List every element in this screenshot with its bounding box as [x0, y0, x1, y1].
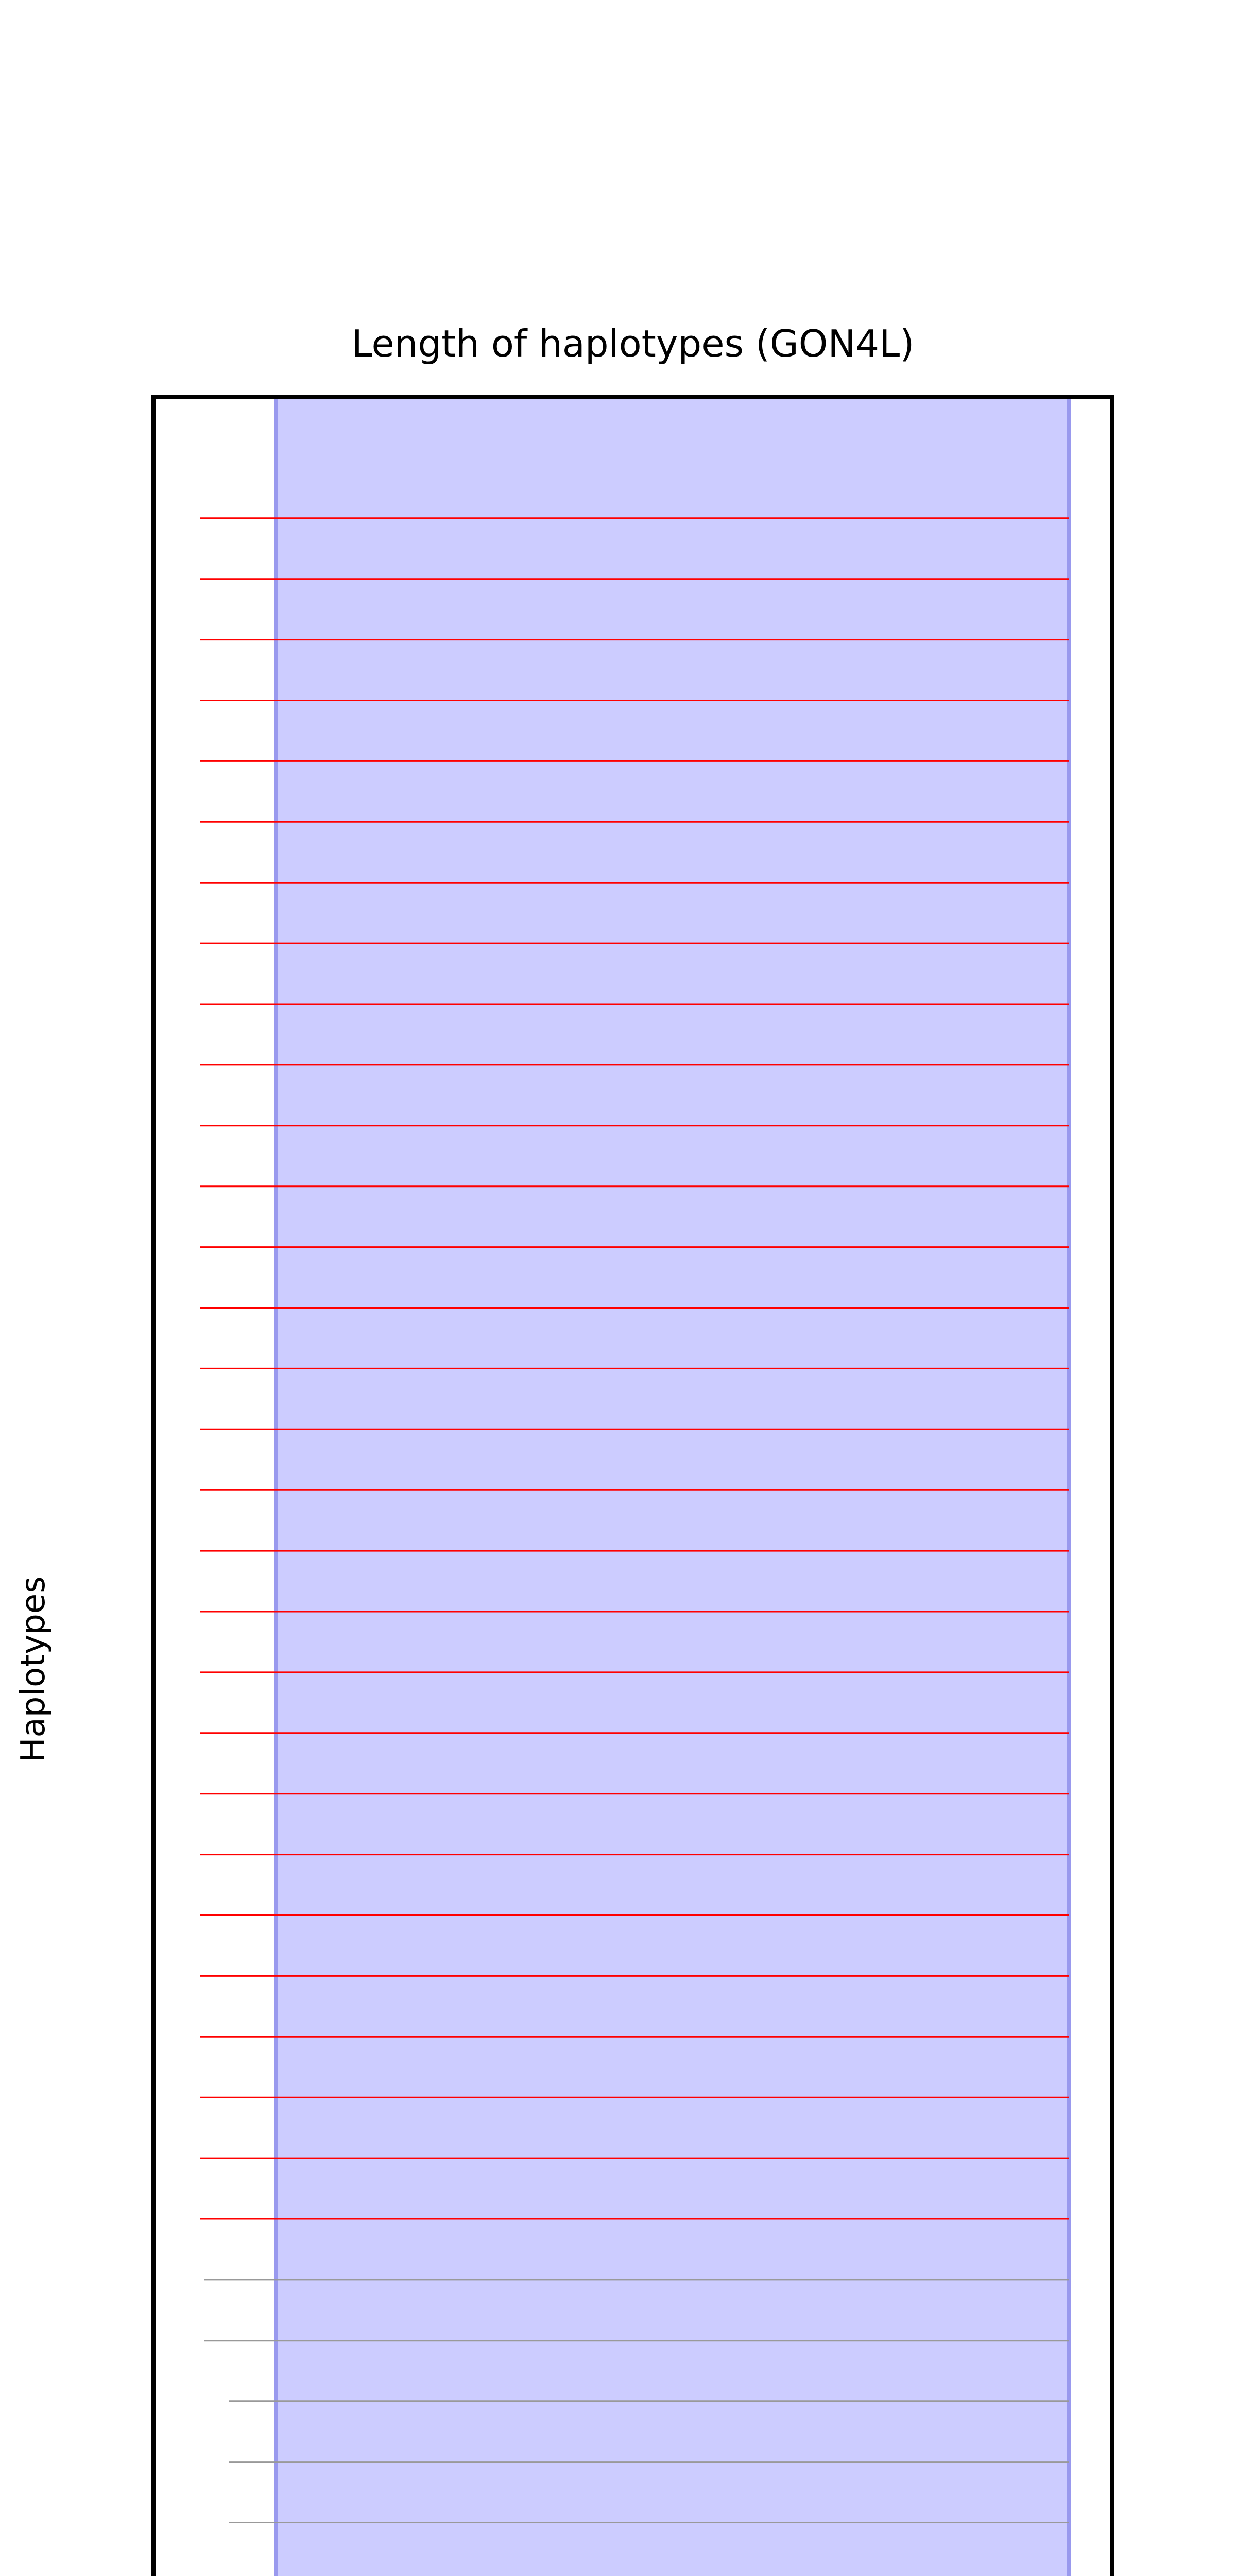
- chart-title: Length of haplotypes (GON4L): [351, 322, 915, 365]
- plot-area: [200, 397, 1069, 2576]
- y-axis-label: Haplotypes: [14, 1576, 53, 1762]
- highlight-region: [276, 397, 1069, 2576]
